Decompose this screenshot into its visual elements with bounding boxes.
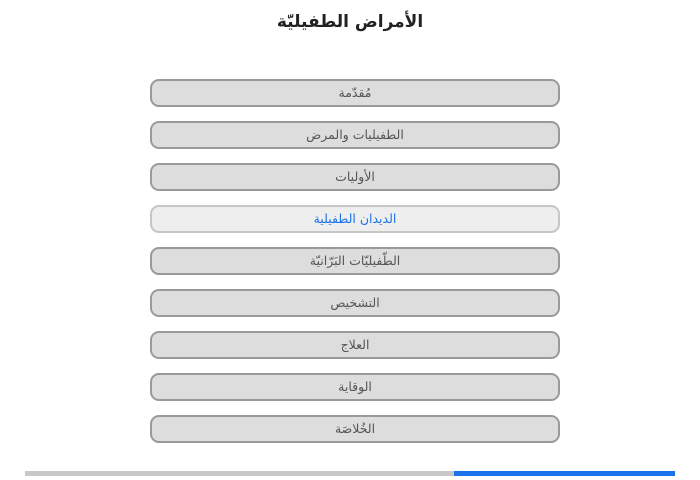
page-title: الأمراض الطفيليّة [276, 12, 424, 32]
progress-bar [25, 471, 675, 476]
progress-bar-fill [454, 471, 675, 476]
menu-item-prevention[interactable]: الوقاية [150, 373, 560, 401]
menu-item-diagnosis[interactable]: التشخيص [150, 289, 560, 317]
chapter-menu [150, 79, 560, 457]
menu-item-protozoa[interactable]: الأوليات [150, 163, 560, 191]
menu-item-parasites-and-disease[interactable]: الطفيليات والمرض [150, 121, 560, 149]
menu-item-ectoparasites[interactable]: الطّفيليّات البَرّانيّة [150, 247, 560, 275]
menu-item-helminths[interactable]: الديدان الطفيلية [150, 205, 560, 233]
menu-item-summary[interactable]: الخُلاصَة [150, 415, 560, 443]
menu-item-introduction[interactable]: مُقدّمة [150, 79, 560, 107]
menu-item-treatment[interactable]: العلاج [150, 331, 560, 359]
